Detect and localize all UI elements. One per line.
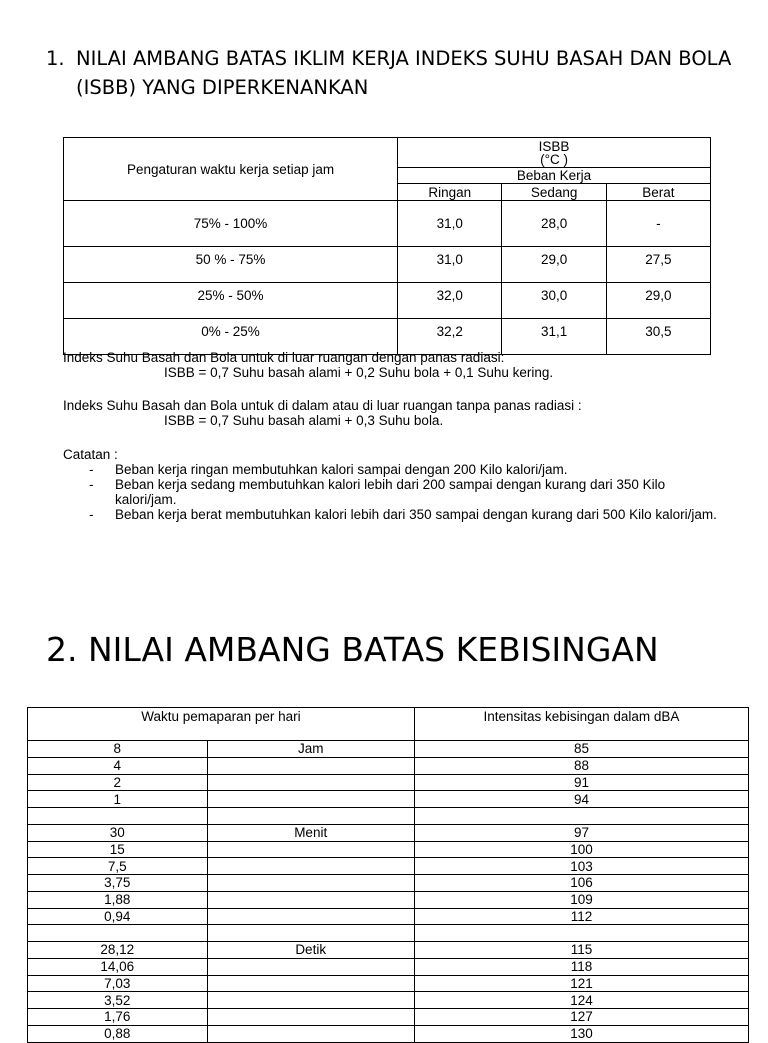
isbb-cell: 30,0 <box>502 283 606 319</box>
section2-title: 2. NILAI AMBANG BATAS KEBISINGAN <box>46 630 659 669</box>
noise-blank-cell <box>414 808 748 825</box>
noise-header-time: Waktu pemaparan per hari <box>28 708 415 741</box>
noise-time-unit <box>207 757 414 774</box>
noise-table <box>27 707 749 1043</box>
isbb-header-left: Pengaturan waktu kerja setiap jam <box>64 138 398 201</box>
isbb-header-title: ISBB <box>538 138 570 154</box>
isbb-cell: 31,0 <box>398 201 502 247</box>
noise-time-value: 3,75 <box>28 875 208 892</box>
noise-blank-cell <box>28 808 208 825</box>
noise-intensity-value: 109 <box>414 891 748 908</box>
noise-time-unit <box>207 1009 414 1026</box>
noise-time-value: 14,06 <box>28 958 208 975</box>
list-item: - Beban kerja sedang membutuhkan kalori lebih dari 200 sampai dengan kurang dari 350 Kilo kalori/jam. <box>63 477 723 507</box>
noise-blank-cell <box>414 925 748 942</box>
catatan-item-text: Beban kerja sedang membutuhkan kalori lebih dari 200 sampai dengan kurang dari 350 Kilo kalori/jam. <box>115 477 666 507</box>
noise-intensity-value: 130 <box>414 1025 748 1042</box>
table-row <box>28 858 749 875</box>
isbb-subheader-berat: Berat <box>606 184 710 201</box>
catatan-label: Catatan : <box>63 447 118 462</box>
noise-intensity-value: 106 <box>414 875 748 892</box>
isbb-row <box>64 201 711 247</box>
isbb-cell: 31,1 <box>502 319 606 355</box>
table-row <box>28 891 749 908</box>
noise-time-unit: Detik <box>207 942 414 959</box>
noise-time-value: 0,94 <box>28 908 208 925</box>
noise-time-unit <box>207 858 414 875</box>
table-row <box>28 1025 749 1042</box>
noise-table-header <box>28 708 749 741</box>
noise-time-unit <box>207 791 414 808</box>
noise-time-unit: Menit <box>207 824 414 841</box>
noise-intensity-value: 94 <box>414 791 748 808</box>
noise-time-unit <box>207 975 414 992</box>
table-row <box>28 741 749 758</box>
noise-time-value: 30 <box>28 824 208 841</box>
noise-time-value: 7,03 <box>28 975 208 992</box>
section1-number: 1. <box>46 47 65 70</box>
table-row <box>28 841 749 858</box>
isbb-table <box>63 137 711 355</box>
noise-time-unit <box>207 958 414 975</box>
isbb-row-label: 75% - 100% <box>64 201 398 247</box>
noise-time-value: 28,12 <box>28 942 208 959</box>
noise-time-unit: Jam <box>207 741 414 758</box>
noise-time-unit <box>207 908 414 925</box>
table-row <box>28 875 749 892</box>
noise-blank-cell <box>207 925 414 942</box>
table-row <box>28 757 749 774</box>
table-row <box>28 942 749 959</box>
noise-time-unit <box>207 992 414 1009</box>
section1-title: NILAI AMBANG BATAS IKLIM KERJA INDEKS SUHU BASAH DAN BOLA (ISBB) YANG DIPERKENANKAN <box>76 47 732 99</box>
noise-intensity-value: 115 <box>414 942 748 959</box>
isbb-notes <box>63 350 723 522</box>
noise-time-value: 1,88 <box>28 891 208 908</box>
isbb-cell: 30,5 <box>606 319 710 355</box>
noise-intensity-value: 103 <box>414 858 748 875</box>
table-row <box>28 824 749 841</box>
isbb-row <box>64 247 711 283</box>
isbb-row-label: 0% - 25% <box>64 319 398 355</box>
catatan-list <box>63 462 723 522</box>
table-row <box>28 791 749 808</box>
catatan-item-text: Beban kerja berat membutuhkan kalori lebih dari 350 sampai dengan kurang dari 500 Kilo kalori/jam. <box>115 507 717 522</box>
noise-intensity-value: 97 <box>414 824 748 841</box>
isbb-header-isbb <box>398 138 711 168</box>
isbb-row-label: 25% - 50% <box>64 283 398 319</box>
section1-heading <box>46 44 736 102</box>
isbb-header-beban: Beban Kerja <box>398 168 711 184</box>
list-item: - Beban kerja berat membutuhkan kalori lebih dari 350 sampai dengan kurang dari 500 Kilo kalori/jam. <box>89 507 717 522</box>
noise-intensity-value: 124 <box>414 992 748 1009</box>
noise-blank-row <box>28 808 749 825</box>
noise-blank-row <box>28 925 749 942</box>
isbb-cell: 27,5 <box>606 247 710 283</box>
noise-blank-cell <box>28 925 208 942</box>
table-row <box>28 992 749 1009</box>
noise-time-unit <box>207 841 414 858</box>
indoor-description: Indeks Suhu Basah dan Bola untuk di dalam atau di luar ruangan tanpa panas radiasi : <box>63 398 582 413</box>
table-row <box>28 1009 749 1026</box>
isbb-subheader-ringan: Ringan <box>398 184 502 201</box>
noise-time-unit <box>207 774 414 791</box>
catatan-item-text: Beban kerja ringan membutuhkan kalori sampai dengan 200 Kilo kalori/jam. <box>115 462 568 477</box>
table-row <box>28 975 749 992</box>
noise-intensity-value: 88 <box>414 757 748 774</box>
noise-time-value: 15 <box>28 841 208 858</box>
noise-intensity-value: 100 <box>414 841 748 858</box>
isbb-cell: 29,0 <box>606 283 710 319</box>
noise-time-value: 0,88 <box>28 1025 208 1042</box>
noise-time-unit <box>207 1025 414 1042</box>
isbb-row-label: 50 % - 75% <box>64 247 398 283</box>
table-row <box>28 958 749 975</box>
isbb-cell: 31,0 <box>398 247 502 283</box>
list-item: - Beban kerja ringan membutuhkan kalori sampai dengan 200 Kilo kalori/jam. <box>89 462 568 477</box>
isbb-cell: - <box>606 201 710 247</box>
noise-intensity-value: 118 <box>414 958 748 975</box>
noise-intensity-value: 127 <box>414 1009 748 1026</box>
noise-time-value: 3,52 <box>28 992 208 1009</box>
table-row <box>28 774 749 791</box>
noise-intensity-value: 91 <box>414 774 748 791</box>
isbb-header-unit: (°C ) <box>540 151 568 167</box>
isbb-cell: 32,2 <box>398 319 502 355</box>
isbb-cell: 29,0 <box>502 247 606 283</box>
isbb-row <box>64 283 711 319</box>
noise-time-value: 4 <box>28 757 208 774</box>
isbb-cell: 28,0 <box>502 201 606 247</box>
noise-time-unit <box>207 875 414 892</box>
noise-header-intensity: Intensitas kebisingan dalam dBA <box>414 708 748 741</box>
table-row <box>28 908 749 925</box>
noise-time-value: 1,76 <box>28 1009 208 1026</box>
noise-intensity-value: 121 <box>414 975 748 992</box>
isbb-cell: 32,0 <box>398 283 502 319</box>
noise-time-value: 7,5 <box>28 858 208 875</box>
noise-intensity-value: 112 <box>414 908 748 925</box>
noise-intensity-value: 85 <box>414 741 748 758</box>
isbb-subheader-sedang: Sedang <box>502 184 606 201</box>
noise-time-value: 2 <box>28 774 208 791</box>
outdoor-description: Indeks Suhu Basah dan Bola untuk di luar ruangan dengan panas radiasi: <box>63 350 505 365</box>
noise-blank-cell <box>207 808 414 825</box>
noise-time-value: 1 <box>28 791 208 808</box>
noise-time-value: 8 <box>28 741 208 758</box>
noise-time-unit <box>207 891 414 908</box>
indoor-formula: ISBB = 0,7 Suhu basah alami + 0,3 Suhu bola. <box>164 413 444 428</box>
outdoor-formula: ISBB = 0,7 Suhu basah alami + 0,2 Suhu bola + 0,1 Suhu kering. <box>164 365 554 380</box>
